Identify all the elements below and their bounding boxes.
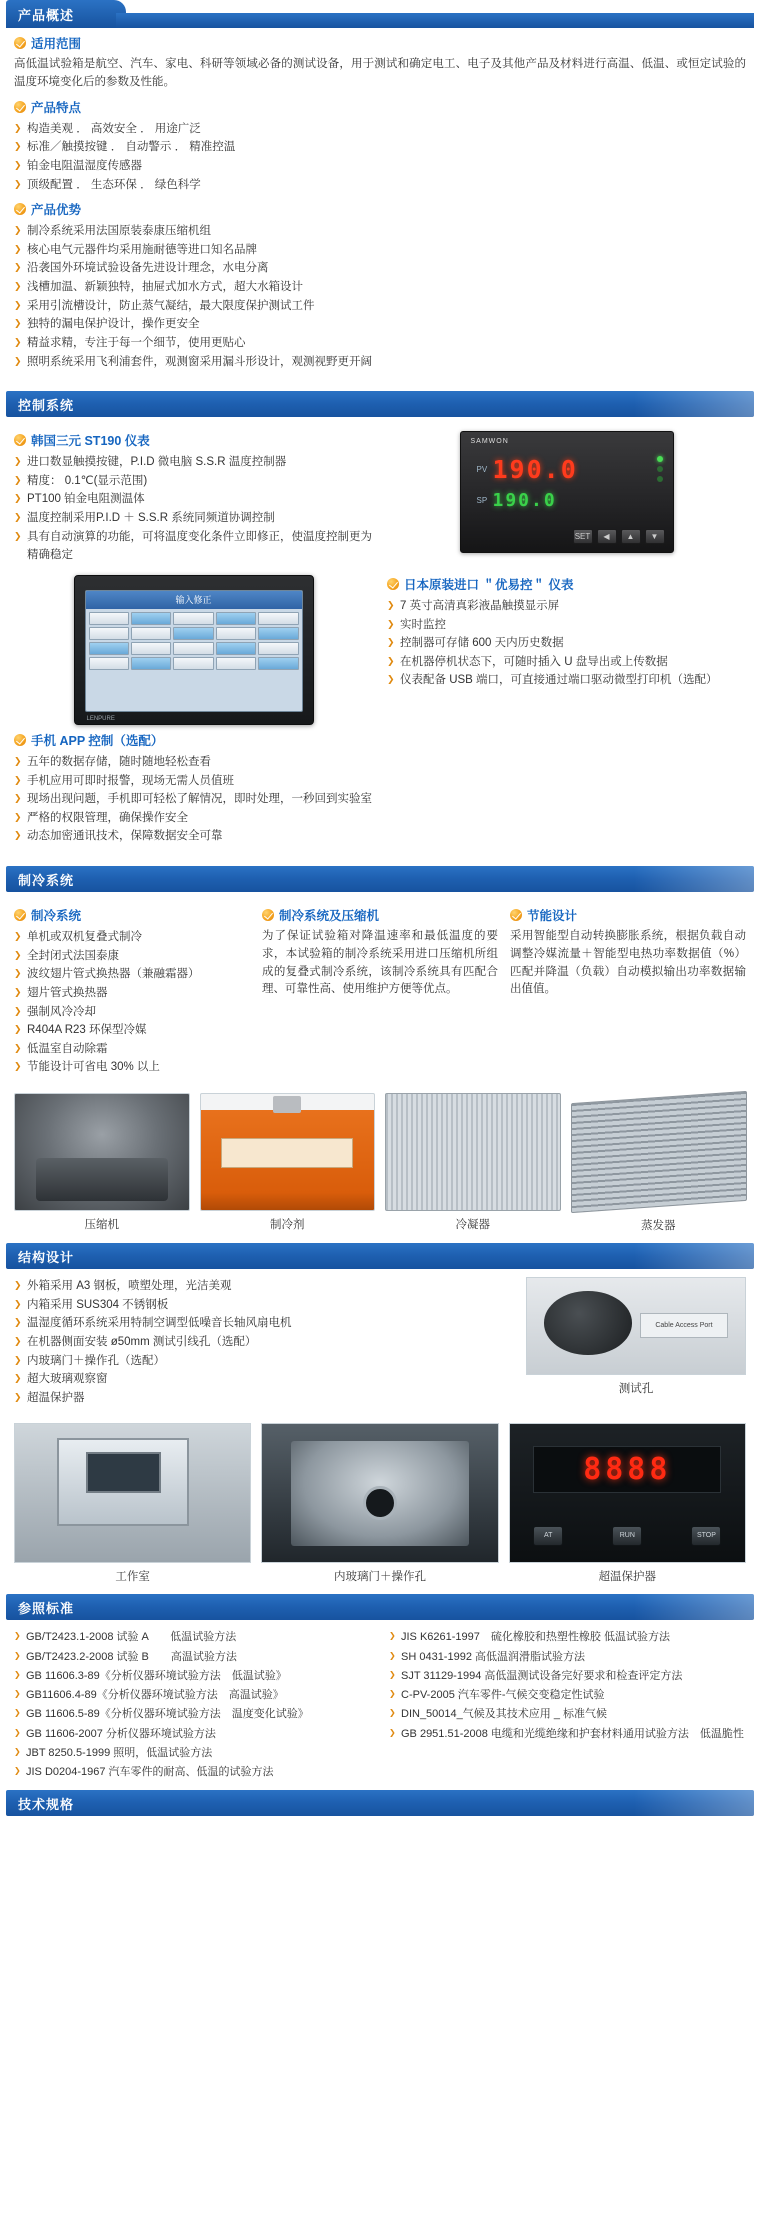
grid-cell[interactable] [131, 642, 171, 655]
refrigeration-cols [14, 900, 746, 1081]
list-item: ❯ 手机应用可即时报警，现场无需人员值班 [14, 772, 746, 791]
pv-value: 190.0 [492, 454, 578, 484]
led-indicator [657, 466, 663, 472]
overtemp-button[interactable]: STOP [691, 1526, 721, 1546]
section-header-specs [6, 1790, 754, 1816]
check-bullet-icon [14, 101, 26, 113]
photo-caption: 工作室 [115, 1571, 150, 1584]
test-hole-photo [526, 1277, 746, 1375]
condenser-photo [385, 1093, 561, 1211]
evaporator-photo [571, 1091, 747, 1213]
evaporator-photo-cell [571, 1093, 747, 1233]
list-item: ❯ 独特的漏电保护设计，操作更安全 [14, 315, 746, 334]
grid-cell[interactable] [89, 627, 129, 640]
section-title-overview: 产品概述 [18, 7, 75, 23]
grid-cell[interactable] [216, 642, 256, 655]
grid-cell[interactable] [131, 612, 171, 625]
check-bullet-icon [14, 37, 26, 49]
grid-cell[interactable] [131, 657, 171, 670]
controller-keypad[interactable] [573, 529, 665, 544]
section-bar-tail [634, 391, 754, 417]
grid-cell[interactable] [89, 612, 129, 625]
standard-item: ❯ GB 2951.51-2008 电缆和光缆绝缘和护套材料通用试验方法 低温脆性 [389, 1725, 746, 1744]
photo-caption: 冷凝器 [455, 1219, 490, 1231]
list-item: ❯ 现场出现问题，手机即可轻松了解情况，即时处理，一秒回到实验室 [14, 790, 746, 809]
subhead-refrigeration-system-label: 制冷系统 [31, 909, 82, 923]
standard-item: ❯ GB/T2423.1-2008 试验 A 低温试验方法 [14, 1628, 371, 1647]
condenser-photo-cell [385, 1093, 561, 1233]
check-bullet-icon [14, 734, 26, 746]
standards-right-col [389, 1628, 746, 1782]
app-list [14, 753, 746, 846]
korea-list [14, 453, 373, 565]
sv-label: SP [476, 495, 488, 505]
check-bullet-icon [14, 203, 26, 215]
compressor-photo-cell [14, 1093, 190, 1233]
structure-block [0, 1277, 760, 1417]
workroom-photo [14, 1423, 251, 1563]
section-title-control: 控制系统 [18, 397, 75, 413]
standard-item: ❯ JIS K6261-1997 硫化橡胶和热塑性橡胶 低温试验方法 [389, 1628, 746, 1647]
photo-caption: 超温保护器 [598, 1571, 657, 1584]
subhead-korea [14, 431, 373, 449]
grid-cell[interactable] [258, 657, 298, 670]
list-item: ❯ 在机器停机状态下，可随时插入 U 盘导出或上传数据 [387, 653, 746, 672]
list-item: ❯ R404A R23 环保型冷媒 [14, 1021, 250, 1040]
list-item: ❯ 内玻璃门＋操作孔（选配） [14, 1352, 512, 1371]
overtemp-button[interactable]: RUN [612, 1526, 642, 1546]
grid-cell[interactable] [173, 642, 213, 655]
list-item: ❯ 进口数显触摸按键，P.I.D 微电脑 S.S.R 温度控制器 [14, 453, 373, 472]
list-item: ❯ 强制风冷冷却 [14, 1003, 250, 1022]
controller-key[interactable]: ◀ [597, 529, 617, 544]
control-block [0, 425, 760, 856]
testhole-col [526, 1277, 746, 1411]
list-item: ❯ 精益求精，专注于每一个细节，使用更贴心 [14, 334, 746, 353]
check-bullet-icon [262, 909, 274, 921]
subhead-refrigeration-system [14, 906, 250, 924]
overtemp-protector-photo [509, 1423, 746, 1563]
touch-panel-photo [74, 575, 314, 725]
grid-cell[interactable] [173, 627, 213, 640]
control-top-row [14, 425, 746, 569]
korea-controller-col [14, 425, 373, 569]
grid-cell[interactable] [216, 627, 256, 640]
touch-panel-screen[interactable] [85, 590, 303, 712]
subhead-japan [387, 575, 746, 593]
japan-controller-col [387, 569, 746, 725]
structure-row [14, 1277, 746, 1411]
check-bullet-icon [14, 434, 26, 446]
list-item: ❯ 五年的数据存储，随时随地轻松查看 [14, 753, 746, 772]
standard-item: ❯ GB 11606-2007 分析仪器环境试验方法 [14, 1725, 371, 1744]
photo-caption: 制冷剂 [270, 1219, 305, 1231]
refrigerant-label [221, 1138, 353, 1168]
spacer [0, 856, 760, 866]
standard-item: ❯ DIN_50014_气候及其技术应用 _ 标准气候 [389, 1705, 746, 1724]
list-item: ❯ 控制器可存储 600 天内历史数据 [387, 634, 746, 653]
subhead-advantages-label: 产品优势 [31, 203, 82, 218]
touch-panel-photo-col [14, 569, 373, 725]
advantages-list [14, 222, 746, 371]
controller-key[interactable]: ▲ [621, 529, 641, 544]
list-item: ❯ 构造美观 ． 高效安全 ． 用途广泛 [14, 120, 746, 139]
standard-item: ❯ JBT 8250.5-1999 照明，低温试验方法 [14, 1744, 371, 1763]
list-item: ❯ 内箱采用 SUS304 不锈钢板 [14, 1296, 512, 1315]
check-bullet-icon [387, 578, 399, 590]
overtemp-buttons[interactable] [533, 1526, 721, 1546]
refrigeration-block [0, 900, 760, 1087]
grid-cell[interactable] [258, 642, 298, 655]
section-title-standards: 参照标准 [18, 1600, 75, 1616]
subhead-advantages [14, 200, 746, 218]
standard-item: ❯ GB11606.4-89《分析仪器环境试验方法 高温试验》 [14, 1686, 371, 1705]
overtemp-photo-cell [509, 1423, 746, 1584]
subhead-energy-label: 节能设计 [527, 909, 578, 923]
list-item: ❯ 制冷系统采用法国原装泰康压缩机组 [14, 222, 746, 241]
grid-cell[interactable] [89, 642, 129, 655]
subhead-scope-label: 适用范围 [31, 37, 82, 51]
subhead-features-label: 产品特点 [31, 100, 82, 115]
refrigeration-system-list [14, 928, 250, 1077]
grid-cell[interactable] [89, 657, 129, 670]
list-item: ❯ 外箱采用 A3 钢板，喷塑处理，光洁美观 [14, 1277, 512, 1296]
refrigeration-photo-row [0, 1087, 760, 1243]
structure-photo-row [0, 1417, 760, 1594]
innerdoor-photo-cell [261, 1423, 498, 1584]
cable-access-port-label: Cable Access Port [640, 1313, 727, 1338]
controller-status-leds [657, 456, 663, 482]
grid-cell[interactable] [173, 657, 213, 670]
controller-pv-row [477, 454, 611, 484]
photo-caption: 内玻璃门＋操作孔 [333, 1571, 426, 1584]
overview-block [0, 34, 760, 381]
subhead-compressor-label: 制冷系统及压缩机 [279, 909, 380, 923]
list-item: ❯ 严格的权限管理，确保操作安全 [14, 809, 746, 828]
list-item: ❯ 浅槽加温、新颖独特，抽屉式加水方式，超大水箱设计 [14, 278, 746, 297]
compressor-photo [14, 1093, 190, 1211]
list-item: ❯ 单机或双机复叠式制冷 [14, 928, 250, 947]
led-indicator [657, 476, 663, 482]
section-bar-bg [116, 13, 754, 28]
list-item: ❯ 温湿度循环系统采用特制空调型低噪音长轴风扇电机 [14, 1314, 512, 1333]
touch-screen-title: 输入修正 [86, 591, 302, 609]
subhead-japan-label: 日本原装进口 ＂优易控＂ 仪表 [404, 577, 574, 592]
list-item: ❯ 顶级配置 ． 生态环保 ． 绿色科学 [14, 176, 746, 195]
standards-block [0, 1628, 760, 1790]
subhead-korea-label: 韩国三元 ST190 仪表 [31, 434, 150, 449]
refrigerant-photo-cell [200, 1093, 376, 1233]
section-title-specs: 技术规格 [18, 1796, 75, 1812]
section-header-control [6, 391, 754, 417]
structure-list-col [14, 1277, 512, 1411]
subhead-app-label: 手机 APP 控制（选配） [31, 733, 164, 748]
chamber-window [86, 1452, 161, 1493]
list-item: ❯ 7 英寸高清真彩液晶触摸显示屏 [387, 597, 746, 616]
grid-cell[interactable] [173, 612, 213, 625]
workroom-photo-cell [14, 1423, 251, 1584]
section-header-structure [6, 1243, 754, 1269]
controller-sv-row [477, 488, 611, 512]
list-item: ❯ 在机器侧面安装 ø50mm 测试引线孔（选配） [14, 1333, 512, 1352]
grid-cell[interactable] [258, 612, 298, 625]
grid-cell[interactable] [258, 627, 298, 640]
standards-left-col [14, 1628, 371, 1782]
list-item: ❯ 波纹翅片管式换热器（兼融霜器） [14, 965, 250, 984]
overtemp-button[interactable]: AT [533, 1526, 563, 1546]
list-item: ❯ 铂金电阻温湿度传感器 [14, 157, 746, 176]
section-bar-tail [634, 1243, 754, 1269]
controller-brand-label: SAMWON [470, 438, 509, 446]
list-item: ❯ 翅片管式换热器 [14, 984, 250, 1003]
innerdoor-photo [261, 1423, 498, 1563]
check-bullet-icon [14, 909, 26, 921]
section-title-refrigeration: 制冷系统 [18, 872, 75, 888]
grid-cell[interactable] [216, 612, 256, 625]
list-item: ❯ 沿袭国外环境试验设备先进设计理念，水电分离 [14, 259, 746, 278]
compressor-text: 为了保证试验箱对降温速率和最低温度的要求，本试验箱的制冷系统采用进口压缩机所组成的复叠式制冷系统，该制冷系统具有匹配合理、可靠性高、使用维护方便等优点。 [262, 930, 498, 996]
controller-key[interactable]: ▼ [645, 529, 665, 544]
features-list [14, 120, 746, 195]
list-item: ❯ 照明系统采用飞利浦套件，观测窗采用漏斗形设计，观测视野更开阔 [14, 353, 746, 372]
list-item: ❯ 精度： 0.1℃(显示范围) [14, 472, 373, 491]
touch-screen-grid [86, 609, 302, 673]
korea-controller-photo-col [387, 425, 746, 569]
refrigerant-photo [200, 1093, 376, 1211]
list-item: ❯ 节能设计可省电 30% 以上 [14, 1058, 250, 1077]
subhead-energy [510, 906, 746, 924]
section-bar-tail [634, 1594, 754, 1620]
subhead-compressor [262, 906, 498, 924]
standard-item: ❯ SJT 31129-1994 高低温测试设备完好要求和检查评定方法 [389, 1667, 746, 1686]
structure-list [14, 1277, 512, 1407]
led-indicator [657, 456, 663, 462]
standard-item: ❯ GB 11606.3-89《分析仪器环境试验方法 低温试验》 [14, 1667, 371, 1686]
list-item: ❯ 超温保护器 [14, 1389, 512, 1408]
subhead-app [14, 731, 746, 749]
photo-caption: 蒸发器 [641, 1220, 676, 1232]
list-item: ❯ 实时监控 [387, 616, 746, 635]
check-bullet-icon [510, 909, 522, 921]
sv-value: 190.0 [492, 489, 557, 511]
section-header-overview [6, 0, 754, 28]
section-bar-tail [634, 1790, 754, 1816]
energy-col [510, 900, 746, 1081]
list-item: ❯ 标准／触摸按键 ． 自动警示 ． 精准控温 [14, 138, 746, 157]
list-item: ❯ 全封闭式法国泰康 [14, 947, 250, 966]
list-item: ❯ 采用引流槽设计，防止蒸气凝结，最大限度保护测试工件 [14, 297, 746, 316]
photo-caption: 压缩机 [84, 1219, 119, 1231]
subhead-scope [14, 34, 746, 52]
pv-label: PV [476, 464, 488, 474]
list-item: ❯ 温度控制采用P.I.D ＋ S.S.R 系统同频道协调控制 [14, 509, 373, 528]
refrigeration-system-col [14, 900, 250, 1081]
control-mid-row [14, 569, 746, 725]
standard-item: ❯ SH 0431-1992 高低温润滑脂试验方法 [389, 1648, 746, 1667]
energy-text: 采用智能型自动转换膨胀系统，根据负载自动调整冷媒流量＋智能型电热功率数据值（%）匹配并降温（负载）自动模拟输出功率数据输出值值。 [510, 930, 746, 996]
list-item: ❯ 仪表配备 USB 端口，可直接通过端口驱动微型打印机（选配） [387, 671, 746, 690]
japan-list [387, 597, 746, 690]
list-item: ❯ PT100 铂金电阻测温体 [14, 490, 373, 509]
list-item: ❯ 低温室自动除霜 [14, 1040, 250, 1059]
grid-cell[interactable] [131, 627, 171, 640]
list-item: ❯ 动态加密通讯技术，保障数据安全可靠 [14, 827, 746, 846]
standard-item: ❯ GB 11606.5-89《分析仪器环境试验方法 温度变化试验》 [14, 1705, 371, 1724]
standard-item: ❯ GB/T2423.2-2008 试验 B 高温试验方法 [14, 1648, 371, 1667]
compressor-col [262, 900, 498, 1081]
section-header-refrigeration [6, 866, 754, 892]
grid-cell[interactable] [216, 657, 256, 670]
overtemp-display-value: 8888 [533, 1446, 721, 1493]
section-header-standards [6, 1594, 754, 1620]
panel-brand-label: LENPURE [86, 715, 115, 722]
scope-text: 高低温试验箱是航空、汽车、家电、科研等领域必备的测试设备，用于测试和确定电工、电子及其他产品及材料进行高温、低温、或恒定试验的温度环境变化后的参数及性能。 [14, 58, 746, 88]
photo-caption: 测试孔 [618, 1383, 654, 1395]
list-item: ❯ 超大玻璃观察窗 [14, 1370, 512, 1389]
section-bar-tail [634, 866, 754, 892]
list-item: ❯ 具有自动演算的功能，可将温度变化条件立即修正，使温度控制更为精确稳定 [14, 528, 373, 565]
standard-item: ❯ C-PV-2005 汽车零件‐气候交变稳定性试验 [389, 1686, 746, 1705]
test-hole-cap [544, 1291, 631, 1354]
spacer [0, 381, 760, 391]
subhead-features [14, 98, 746, 116]
standard-item: ❯ JIS D0204-1967 汽车零件的耐高、低温的试验方法 [14, 1763, 371, 1782]
list-item: ❯ 核心电气元器件均采用施耐德等进口知名品牌 [14, 241, 746, 260]
controller-key[interactable]: SET [573, 529, 593, 544]
temperature-controller-photo [460, 431, 674, 553]
section-title-structure: 结构设计 [18, 1249, 75, 1265]
